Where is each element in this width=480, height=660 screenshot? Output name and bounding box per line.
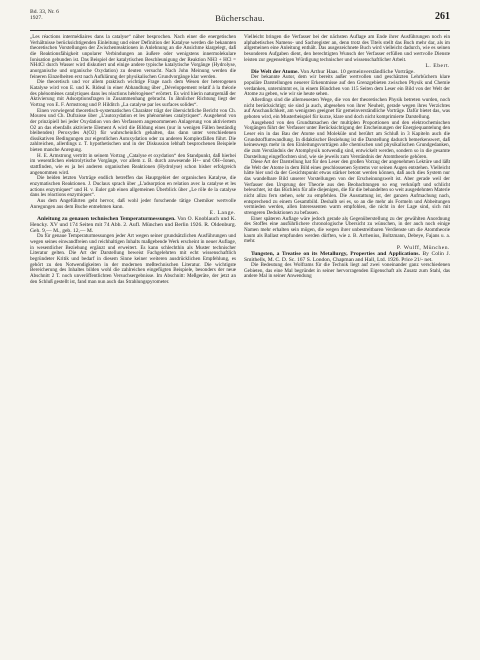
body-paragraph: Einen vorwiegend theoretisch-systematischen Charakter trägt der übersichtliche Bericht von Ch. Moureu und Ch. Dufraisse über „L'autoxydation et les phénomènes catalytiques“. Ausgehend von der prinzipiell bei jeder Oxydation von den Verfassern angenommenen Anlagerung von aktiviertem O2 an das ebenfalls aktivierte Element A wird die Bildung eines (nur in wenigen Fällen beständig bleibenden) Peroxydes A(O2) für wahrscheinlich gehalten, das dann unter verschiedenen dissikativen Bedingungen zur eigentlichen Autoxydation oder zu anderen Komplexfällen führt. Die zahlreichen, allerdings z. T. hypothetischen und in der Diskussion lebhaft besprochenen Beispiele bieten manche Anregung. — [30, 107, 236, 154]
left-column — [30, 35, 236, 285]
volume-number: Bd. 33, Nr. 6 — [30, 9, 59, 15]
body-paragraph: Da für genaue Temperaturmessungen jeder Art wegen seiner grundsätzlichen Ausführungen und wegen seines einwandfreien und reichhaltigen Inhalts maßgebende Werk erscheint in neuer Auflage, in wesentlicher Beziehung ergänzt und erweitert. Es kann schlechthin als Muster technischer Literatur gelten. Die Art der Darstellung beweist Fachgelehrten mit echt wissenschaftlich begründeter Kritik und bedarf in diesem Sinne keiner weiteren ausdrücklichen Empfehlung, es gehört zu den Notwendigkeiten in der modernen meßtechnischen Literatur. Die wichtigste Bereicherung des Inhaltes bilden wohl die zahlreichen eingefügten Beispiele, besonders der neue Abschnitt 2 T. noch unveröffentlichten Versuchsergebnisse. Im Abschnitt: Meßgeräte, der jetzt an den Schluß gestellt ist, fand man nun auch das Strahlungspyrometer. — [30, 233, 236, 285]
reviewer-signature: E. Lange. — [209, 210, 236, 217]
book-meta: Von Arthur Haas. 10 gemeinverständliche Vorträge. — [300, 69, 415, 76]
body-paragraph: Aus dem Angeführten geht hervor, daß wohl jeder forschende tätige Chemiker wertvolle Anregungen aus dem Buche entnehmen kann. — [30, 198, 236, 210]
body-paragraph: Die beiden letzten Vorträge endlich betreffen das Hauptgebiet der organischen Katalyse, die enzymatischen Reaktionen. J. Duclaux sprach über „L'adsorption en relation avec la catalyse et les actions enzymiques“ und H. v. Euler gab einen allgemeinen Überblick über „Le rôle de la catalyse dans les réactions enzymiques“. — [30, 175, 236, 199]
right-column — [244, 35, 450, 285]
body-paragraph: Allerdings sind die allerneuesten Wege, die von der theoretischen Physik betreten wurden, noch nicht berücksichtigt; sie sind ja auch, abgesehen von ihrer Neuheit, gerade wegen ihres Verzichtes auf Anschaulichkeit, am wenigsten geeignet für gemeinverständliche Vorträge. Dafür bietet das, was geboten wird, ein Musterbeispiel für kurze, klare und doch nicht komprimierte Darstellung. — [244, 96, 450, 120]
body-paragraph: Die Bedeutung des Wolframs für die Technik liegt auf zwei voneinander ganz verschiedenen Gebieten, das eine Mal begründet in seiner hervorragenden Eigenschaft als Zusatz zum Stahl, das andere Mal in seiner Anwendung — [244, 262, 450, 280]
book-title-text: Die Welt der Atome. — [251, 69, 299, 76]
reviewer-signature: L. Ebert. — [425, 63, 450, 70]
book-title-text: Anleitung zu genauen technischen Temperaturmessungen. — [37, 216, 176, 223]
page-header — [30, 8, 450, 31]
body-paragraph: Diese Art der Darstellung hat für den Leser den großen Vorzug der angenehmen Lektüre und läßt die Welt der Atome in dem Bild eines geschlossenen Systems vor seinen Augen entstehen. Vielleicht hätte hier und da der Gesichtspunkt etwas stärker betont werden können, daß auch dies System nur das wandelbare Bild unserer Vorstellungen von der Erscheinungswelt ist. Aber gerade weil der Verfasser den Ursprung der Theorie aus den Beobachtungen so eng verknüpft und schlicht beleuchtet, ist das Büchlein für alle diejenigen, die für die behandelten so weit ausgedehnten Materie nicht allzu fern stehen, sehr zu empfehlen. Die Ausstattung ist, der ganzen Aufmachung nach, entsprechend zu einem Gesamtbild. Deshalb sei es, so an die mehr als Formeln und Abbeitungen vermieden werden, allen Interessenten warm empfohlen, die nicht in der Lage sind, sich mit strengeren Deduktionen zu befassen. — [244, 159, 450, 217]
reviewer-signature: P. Wulff, München. — [396, 245, 450, 251]
book-meta: Von O. Knoblauch und K. Hencky. XV und 174 Seiten mit 74 Abb. 2. Aufl. München und Berlin 1926. R. Oldenburg. Geh. 9,— M., geb. 12,— M. — [30, 216, 237, 235]
section-title: Bücherschau. — [215, 13, 265, 23]
body-paragraph: H. E. Armstrong vertritt in seinem Vortrag „Catalyse et oxydation“ den Standpunkt, daß hierbei im wesentlichen elektrolytische Vorgänge, vor allem z. B. durch anwesende H+- und OH--Ionen, stattfinden, wie es ja bei anderen organischen Reaktionen (Hydrolyse) schon bisher erfolgreich angenommen wird. — [30, 152, 236, 176]
body-paragraph: Ausgehend von den Grundtatsachen der multiplen Proportionen und den elektrochemischen Vorgängen führt der Verfasser unter Berücksichtigung der Erscheinungen der Energiequantelung den Leser ein in das Bau der Atome und Moleküle und berührt am Schluß in 3 Kapiteln auch die Grundstoffumwandlung. In didaktischer Beziehung ist die Darstellung dadurch bemerkenswert, daß keineswegs mehr in den Einleitungsvorträgen alle chemischen und physikalischen Grundgedanken, die zum Verständnis der Atomphysik notwendig sind, entwickelt werden, sondern so in die gesamte Darstellung eingeflochten sind, wie sie jeweils zum Verständnis der Atomtheorie gehören. — [244, 119, 450, 160]
body-paragraph: Einer späteren Auflage wäre jedoch gerade als Gegenüberstellung zu der gewählten Anordnung des Stoffes eine ausführlichere chronologische Übersicht zu wünschen, in der auch noch einige Namen mehr erhalten sein mögen, die wegen ihrer unbestreitbaren Verdienste um die Atomtheorie kaum als Ballast empfunden werden dürften, wie z. B. Arrhenius, Boltzmann, Debeye, Fajans u. a. mehr. — [244, 215, 450, 245]
body-paragraph: Vielleicht bringen die Verfasser bei der nächsten Auflage am Ende ihrer Ausführungen noch ein alphabetisches Namens- und Sachregister an, denn trotz des Titels stellt das Buch mehr dar, als im allgemeinen eine Anleitung enthält. Das ausgezeichnete Buch wird vielleicht dadurch, wie es seinen besonderen Aufgaben dient, den berechtigten Wunsch der Verfasser erfüllen und wertvolle Dienste leisten zur gegenseitigen Würdigung technischer und wissenschaftlicher Arbeit. — [244, 34, 450, 63]
text-columns — [30, 35, 450, 285]
book-title — [30, 216, 236, 234]
body-paragraph: Die theoretisch und vor allem praktisch wichtige Frage nach dem Wesen der heterogenen Katalyse wird von E. und K. Rideal in einer Abhandlung über „Développement relatif à la théorie des phénomènes catalytiques dans les réactions hétérogènes“ erörtert. Es wird hierin naturgemäß der Aktivierung mit Adsorptionsfragen in Zusammenhang gebracht. In ähnlicher Richtung liegt der Vortrag von E. F. Armstrong und P. Hilditch „La catalyse par les surfaces solides“. — [30, 79, 236, 108]
body-paragraph: Der bekannte Autor, dem wir bereits außer wertvollen und geschätzten Lehrbüchern klare populäre Darstellungen neuerer Erkenntnisse auf den Grenzgebieten zwischen Physik und Chemie verdanken, unternimmt es, in einem Bündchen von 115 Seiten dem Leser ein Bild von der Welt der Atome zu geben, wie wir sie heute sehen. — [244, 74, 450, 98]
book-meta: By Colin J. Smithells, M. C. D. Sc. 167 S. London, Chapman and Hall, Ltd. 1926. Price 21/- net. — [244, 251, 451, 264]
book-title-text: Tungsten, a Treatise on its Metallurgy, Properties and Applications. — [251, 251, 420, 258]
body-paragraph: „Les réactions intermédiaires dans la catalyse“ näher besprochen. Nach einer die energetischen Verhältnisse berücksichtigenden Einleitung und einer Definition der Katalyse werden die bekannten theoretischen Vorstellungen der Zwischenreaktionen in Anlehnung an die Ansichme klargelegt, daß die Reaktionsfähigkeit unpolarer Verbindungen an äußere oder wenigstens innermolekulare Ionisation gebunden ist. Das Beispiel der katalytischen Beschleunigung der Reaktion NH3 + HCl = NH4Cl durch Wasser wird diskutiert und einige andere typische katalytische Vorgänge (Hydrolyse, anorganische und organische Oxydation) zu deuten versucht. Nach John Meinung werden die feineren Einzelheiten erst nach Aufklärung der physikalischen Grundvorgänge klar werden. — [30, 34, 236, 80]
volume-year: 1927. — [30, 15, 43, 22]
page-number: 261 — [435, 11, 450, 22]
